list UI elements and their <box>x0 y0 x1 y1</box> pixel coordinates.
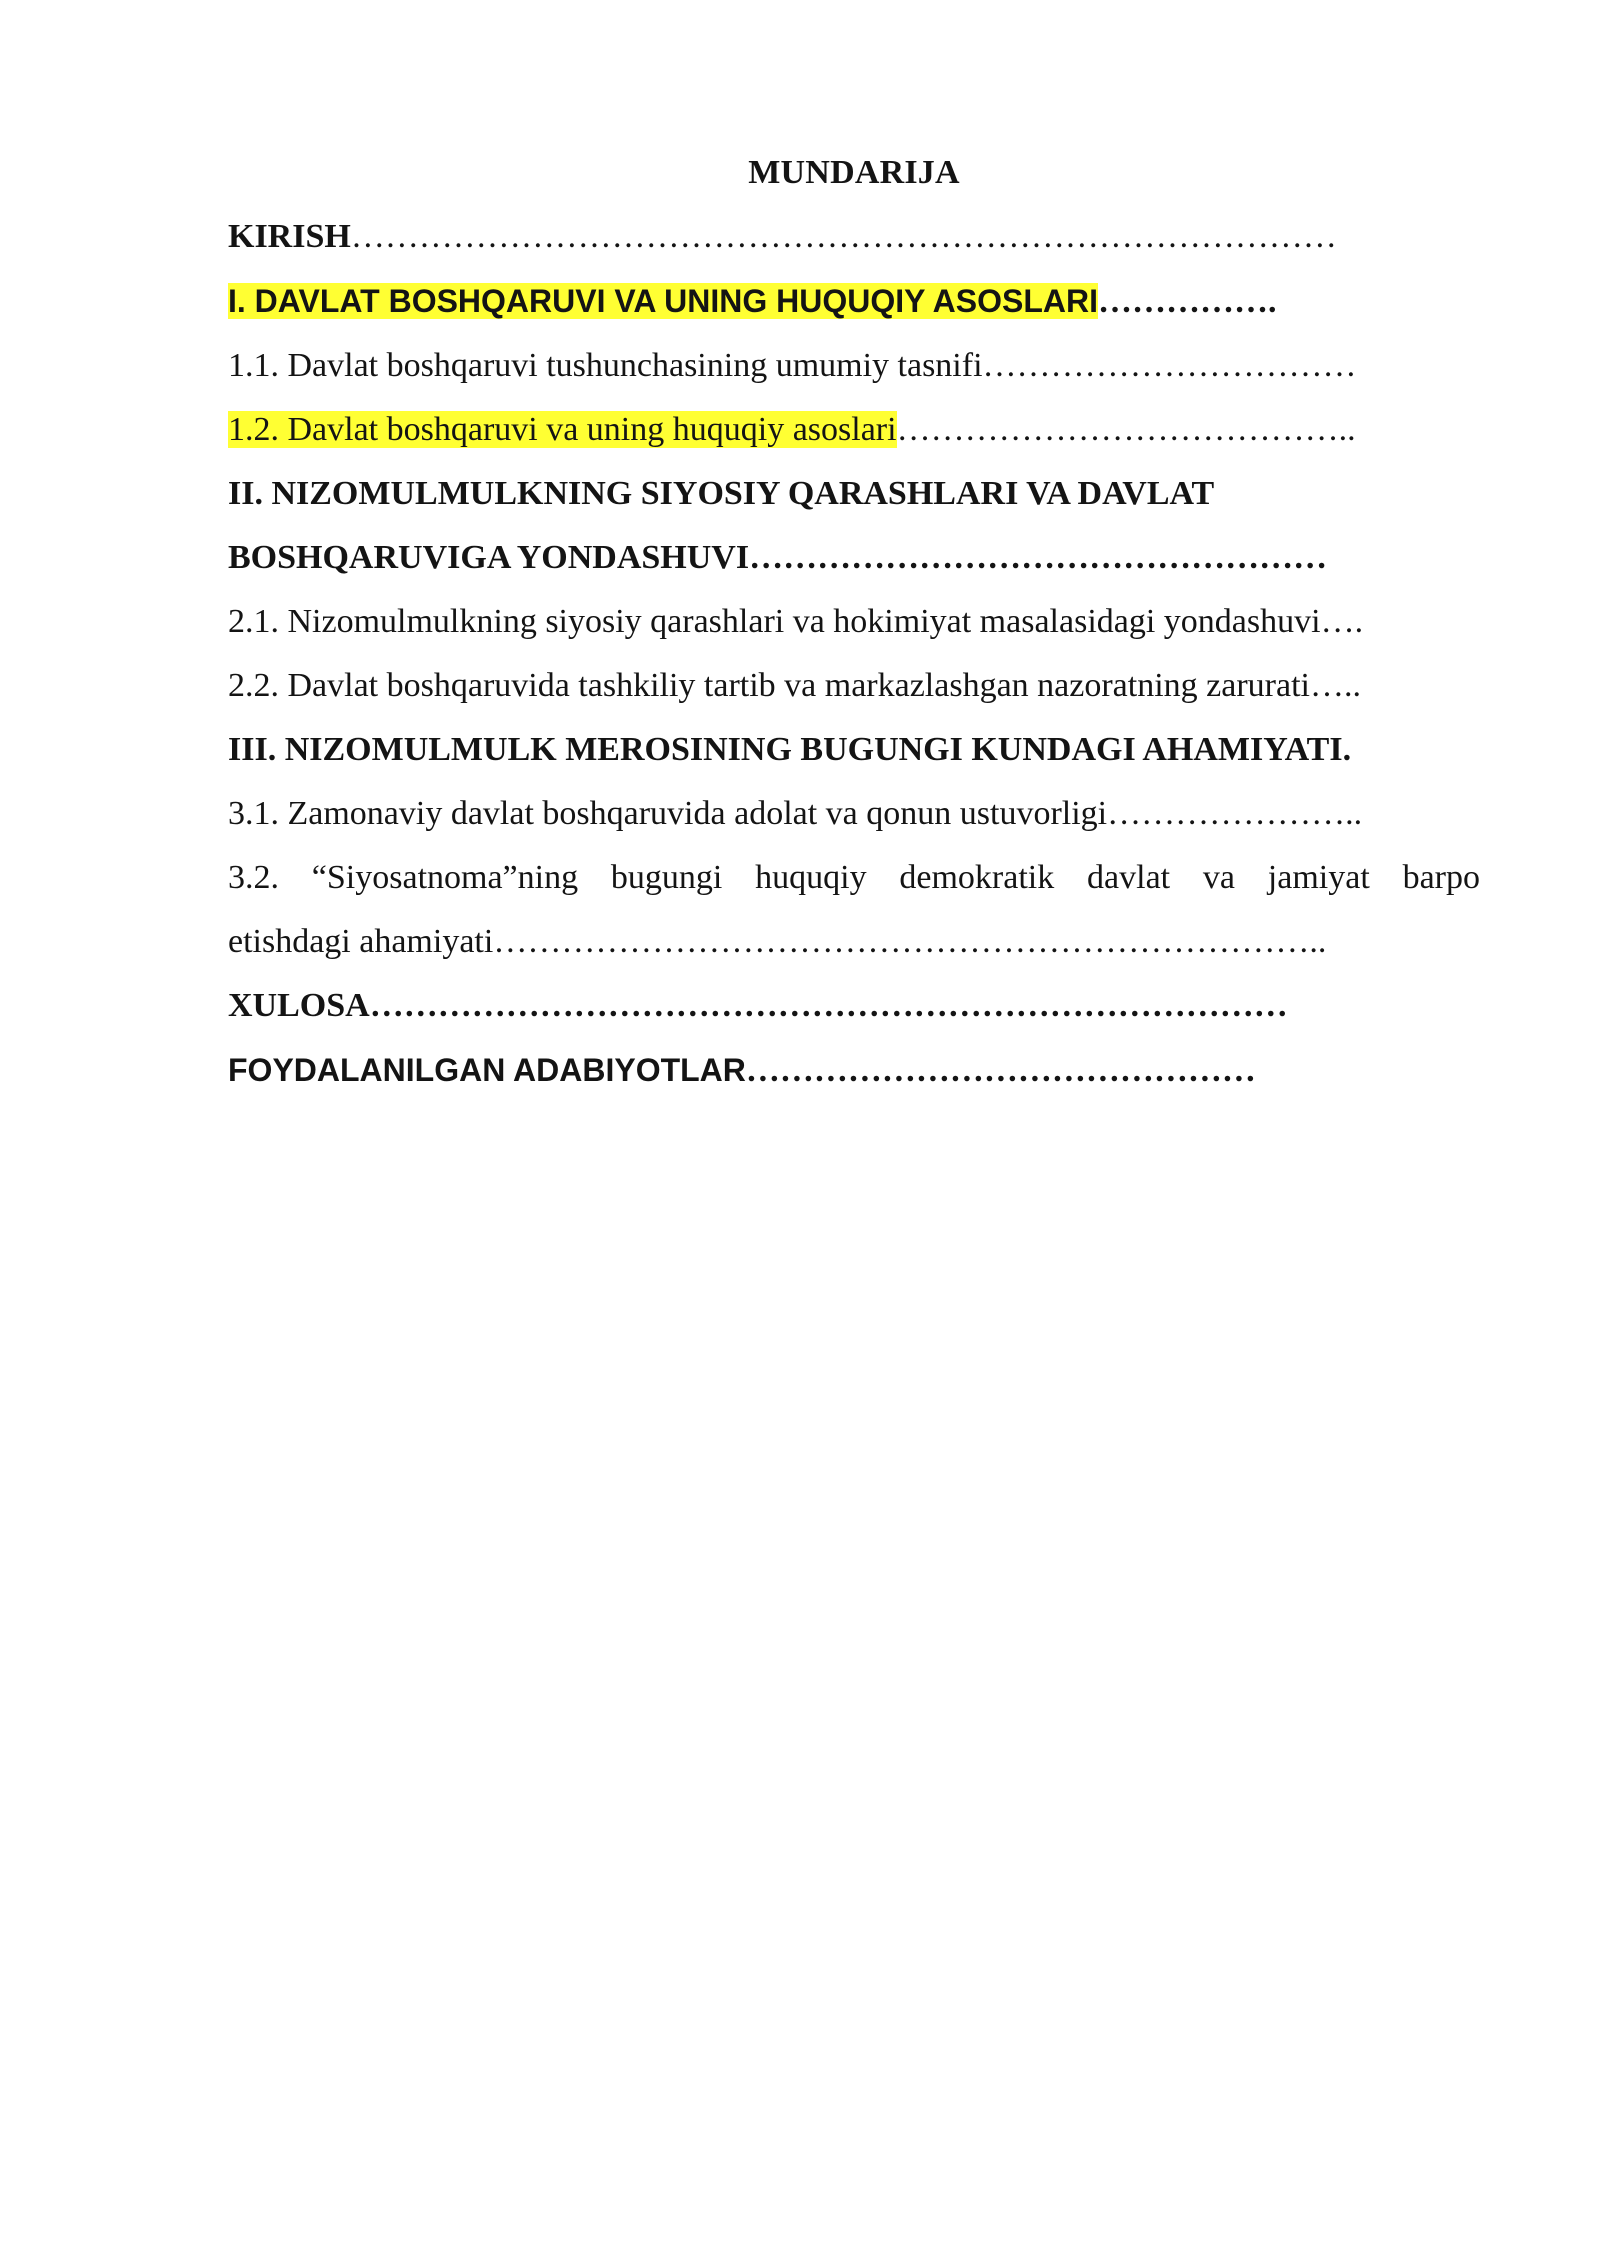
toc-leader-dots: …………………………………………………………………………… <box>350 218 1337 255</box>
toc-entry-label: FOYDALANILGAN ADABIYOTLAR <box>228 1052 746 1088</box>
toc-entry-1-2[interactable] <box>228 407 1480 453</box>
toc-entry-label: BOSHQARUVIGA YONDASHUVI <box>228 539 750 576</box>
toc-entry-label: 2.1. Nizomulmulkning siyosiy qarashlari va hokimiyat masalasidagi yondashuvi <box>228 603 1321 640</box>
toc-leader-dots: …………………………………………… <box>749 539 1328 576</box>
toc-entry-1-1[interactable] <box>228 343 1480 389</box>
toc-entry-chapter-2-line-1[interactable] <box>228 471 1480 517</box>
table-of-contents <box>228 150 1480 1112</box>
toc-entry-xulosa[interactable] <box>228 983 1480 1029</box>
toc-entry-label: 3.1. Zamonaviy davlat boshqaruvida adolat va qonun ustuvorligi <box>228 795 1108 832</box>
toc-leader-dots: ……………………………………… <box>745 1052 1256 1089</box>
toc-entry-label: I. DAVLAT BOSHQARUVI VA UNING HUQUQIY ASOSLARI <box>228 283 1098 319</box>
toc-entry-chapter-1[interactable] <box>228 278 1480 325</box>
toc-entry-kirish[interactable] <box>228 214 1480 260</box>
toc-leader-dots: ……………. <box>1097 283 1277 320</box>
toc-entry-3-1[interactable] <box>228 791 1480 837</box>
toc-leader-dots: …. <box>1320 603 1364 640</box>
toc-entry-2-2[interactable] <box>228 663 1480 709</box>
toc-entry-3-2-line-1[interactable] <box>228 855 1480 901</box>
toc-title: MUNDARIJA <box>748 154 960 191</box>
toc-entry-label: 2.2. Davlat boshqaruvida tashkiliy tartib va markazlashgan nazoratning zarurati <box>228 667 1310 704</box>
toc-entry-label: etishdagi ahamiyati <box>228 923 494 960</box>
toc-entry-label: XULOSA <box>228 987 370 1024</box>
toc-entry-3-2-line-2[interactable] <box>228 919 1480 965</box>
toc-entry-label: 1.1. Davlat boshqaruvi tushunchasining umumiy tasnifi <box>228 347 983 384</box>
toc-leader-dots: …………………………… <box>982 347 1357 384</box>
toc-entry-2-1[interactable] <box>228 599 1480 645</box>
toc-entry-references[interactable] <box>228 1047 1480 1094</box>
toc-entry-chapter-2-line-2[interactable] <box>228 535 1480 581</box>
toc-leader-dots: ….. <box>1309 667 1361 704</box>
toc-leader-dots: ………………………………….. <box>896 411 1356 448</box>
toc-entry-label: KIRISH <box>228 218 351 255</box>
toc-entry-label: II. NIZOMULMULKNING SIYOSIY QARASHLARI VA DAVLAT <box>228 475 1215 512</box>
toc-leader-dots: ………………….. <box>1107 795 1363 832</box>
toc-entry-chapter-3[interactable] <box>228 727 1480 773</box>
toc-entry-label: 1.2. Davlat boshqaruvi va uning huquqiy asoslari <box>228 411 897 448</box>
toc-entry-label: 3.2. “Siyosatnoma”ning bugungi huquqiy demokratik davlat va jamiyat barpo <box>228 859 1480 896</box>
toc-leader-dots: ……………………………………………………………….. <box>493 923 1327 960</box>
toc-entry-label: III. NIZOMULMULK MEROSINING BUGUNGI KUNDAGI AHAMIYATI. <box>228 731 1352 768</box>
toc-leader-dots: ……………………………………………………………………… <box>369 987 1288 1024</box>
